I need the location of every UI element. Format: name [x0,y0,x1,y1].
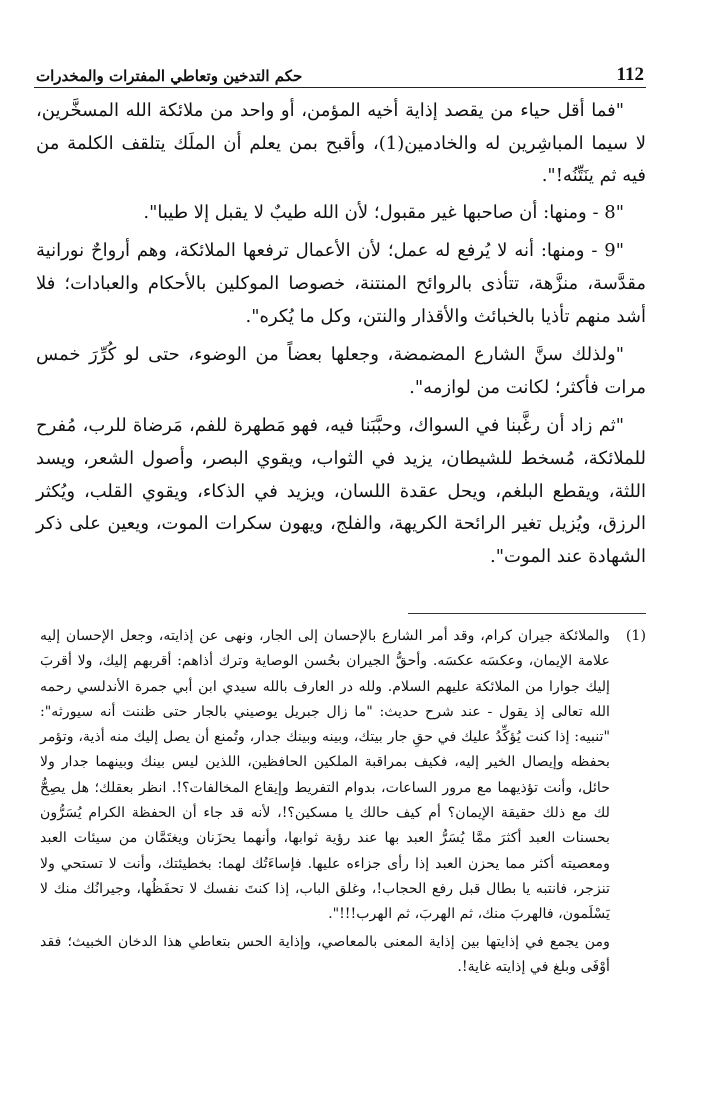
page-number: 112 [616,64,644,85]
body-paragraph: "9 - ومنها: أنه لا يُرفع له عمل؛ لأن الأعمال ترفعها الملائكة، وهم أرواحٌ نورانية مقدَّسة، منزَّهة، تتأذى بالروائح المنتنة، خصوصا الموكلين بالأحكام والعبادات؛ فلا أشد منهم تأذيا بالخبائث والأقذار والنتن، وكل ما يُكره". [36,240,646,327]
body-paragraph: "ثم زاد أن رغَّبنا في السواك، وحبَّبَنا فيه، فهو مَطهرة للفم، مَرضاة للرب، مُفرح للملائكة، مُسخط للشيطان، يزيد في الثواب، ويقوي البصر، وأصول الشعر، ويسد اللثة، ويقطع البلغم، ويحل عقدة اللسان، ويزيد في الذكاء، ويقوي القلب، ويُكثر الرزق، ويُزيل تغير الرائحة الكريهة، والفلج، ويهون سكرات الموت، ويعين على ذكر الشهادة عند الموت". [36,415,646,567]
footnote-closing: ومن يجمع في إذايتها بين إذاية المعنى بالمعاصي، وإذاية الحس بتعاطي هذا الدخان الخبيث؛ فقد أوْفَى وبلغ في إذايته غاية!. [40,933,610,975]
main-text [36,95,646,579]
footnote-1 [40,624,646,928]
header-rule [34,87,646,88]
body-paragraph: "فما أقل حياء من يقصد إذاية أخيه المؤمن، أو واحد من ملائكة الله المسخَّرين، لا سيما المباشِرين له والخادمين(1)، وأقبح بمن يعلم أن الملَك يتلقف الكلمة من فيه ثم ينَتِّنُه!". [36,100,646,187]
body-paragraph: "ولذلك سنَّ الشارع المضمضة، وجعلها بعضاً من الوضوء، حتى لو كُرِّرَ خمس مرات فأكثر؛ لكانت من لوازمه". [36,344,646,398]
footnotes [40,624,646,980]
footnote-separator [408,613,646,614]
footnote-text: والملائكة جيران كرام، وقد أمر الشارع بالإحسان إلى الجار، ونهى عن إذايته، وجعل الإحسان إليه علامة الإيمان، وعكسَه عكسَه. وأحقُّ الجيران بحُسن الوصاية وترك أذاهم: أقربهم إليك، ولا أقربَ إليك جوارا من الملائكة عليهم السلام. ولله در العارف بالله سيدي ابن أبي جمرة الأندلسي رحمه الله تعالى إذ يقول - عند شرح حديث: "ما زال جبريل يوصيني بالجار حتى ظننت أنه سيورثه": "تنبيه: إذا كنت يُؤكِّدُ عليك في حقِ جار بيتك، وبينه وبينك جدار، وتُمنع أن يصل إليك منه أذية، وتؤمر بحفظه وإيصال الخير إليه، فكيف بمراقبة الملكين الحافظين، اللذين ليس بينك وبينهما جدار ولا حائل، وأنت تؤذيهما مع مرور الساعات، بدوام التفريط وإيقاع المخالفات؟!. انظر بعقلك؛ هل يصِحُّ لك مع ذلك حقيقة الإيمان؟ أم كيف حالك يا مسكين؟!، لأنه قد جاء أن الحفظة الكرام يُسَرُّون بحسنات العبد أكثرَ ممَّا يُسَرُّ العبد بها عند رؤية ثوابها، وأنهما يحزَنان ويغتَمَّان من سيئات العبد ومعصيته أكثر مما يحزن العبد إذا رأى جزاءه عليها. فإساءَتُك لهما: بخطيئتك، وأنت لا تستحي ولا تنزجر، فانتبه يا بطال قبل رفع الحجاب!، وغلق الباب، إذا كنتَ نفسك لا تحفَظُها، وجيرانُك منك لا يَسْلَمون، فالهربَ منك، ثم الهربَ، ثم الهرب!!!". [40,628,610,923]
body-paragraph: "8 - ومنها: أن صاحبها غير مقبول؛ لأن الله طيبٌ لا يقبل إلا طيبا". [143,201,624,223]
running-title: حكم التدخين وتعاطي المفترات والمخدرات [36,67,303,85]
page-header [36,54,644,86]
footnote-marker: (1) [625,628,646,644]
